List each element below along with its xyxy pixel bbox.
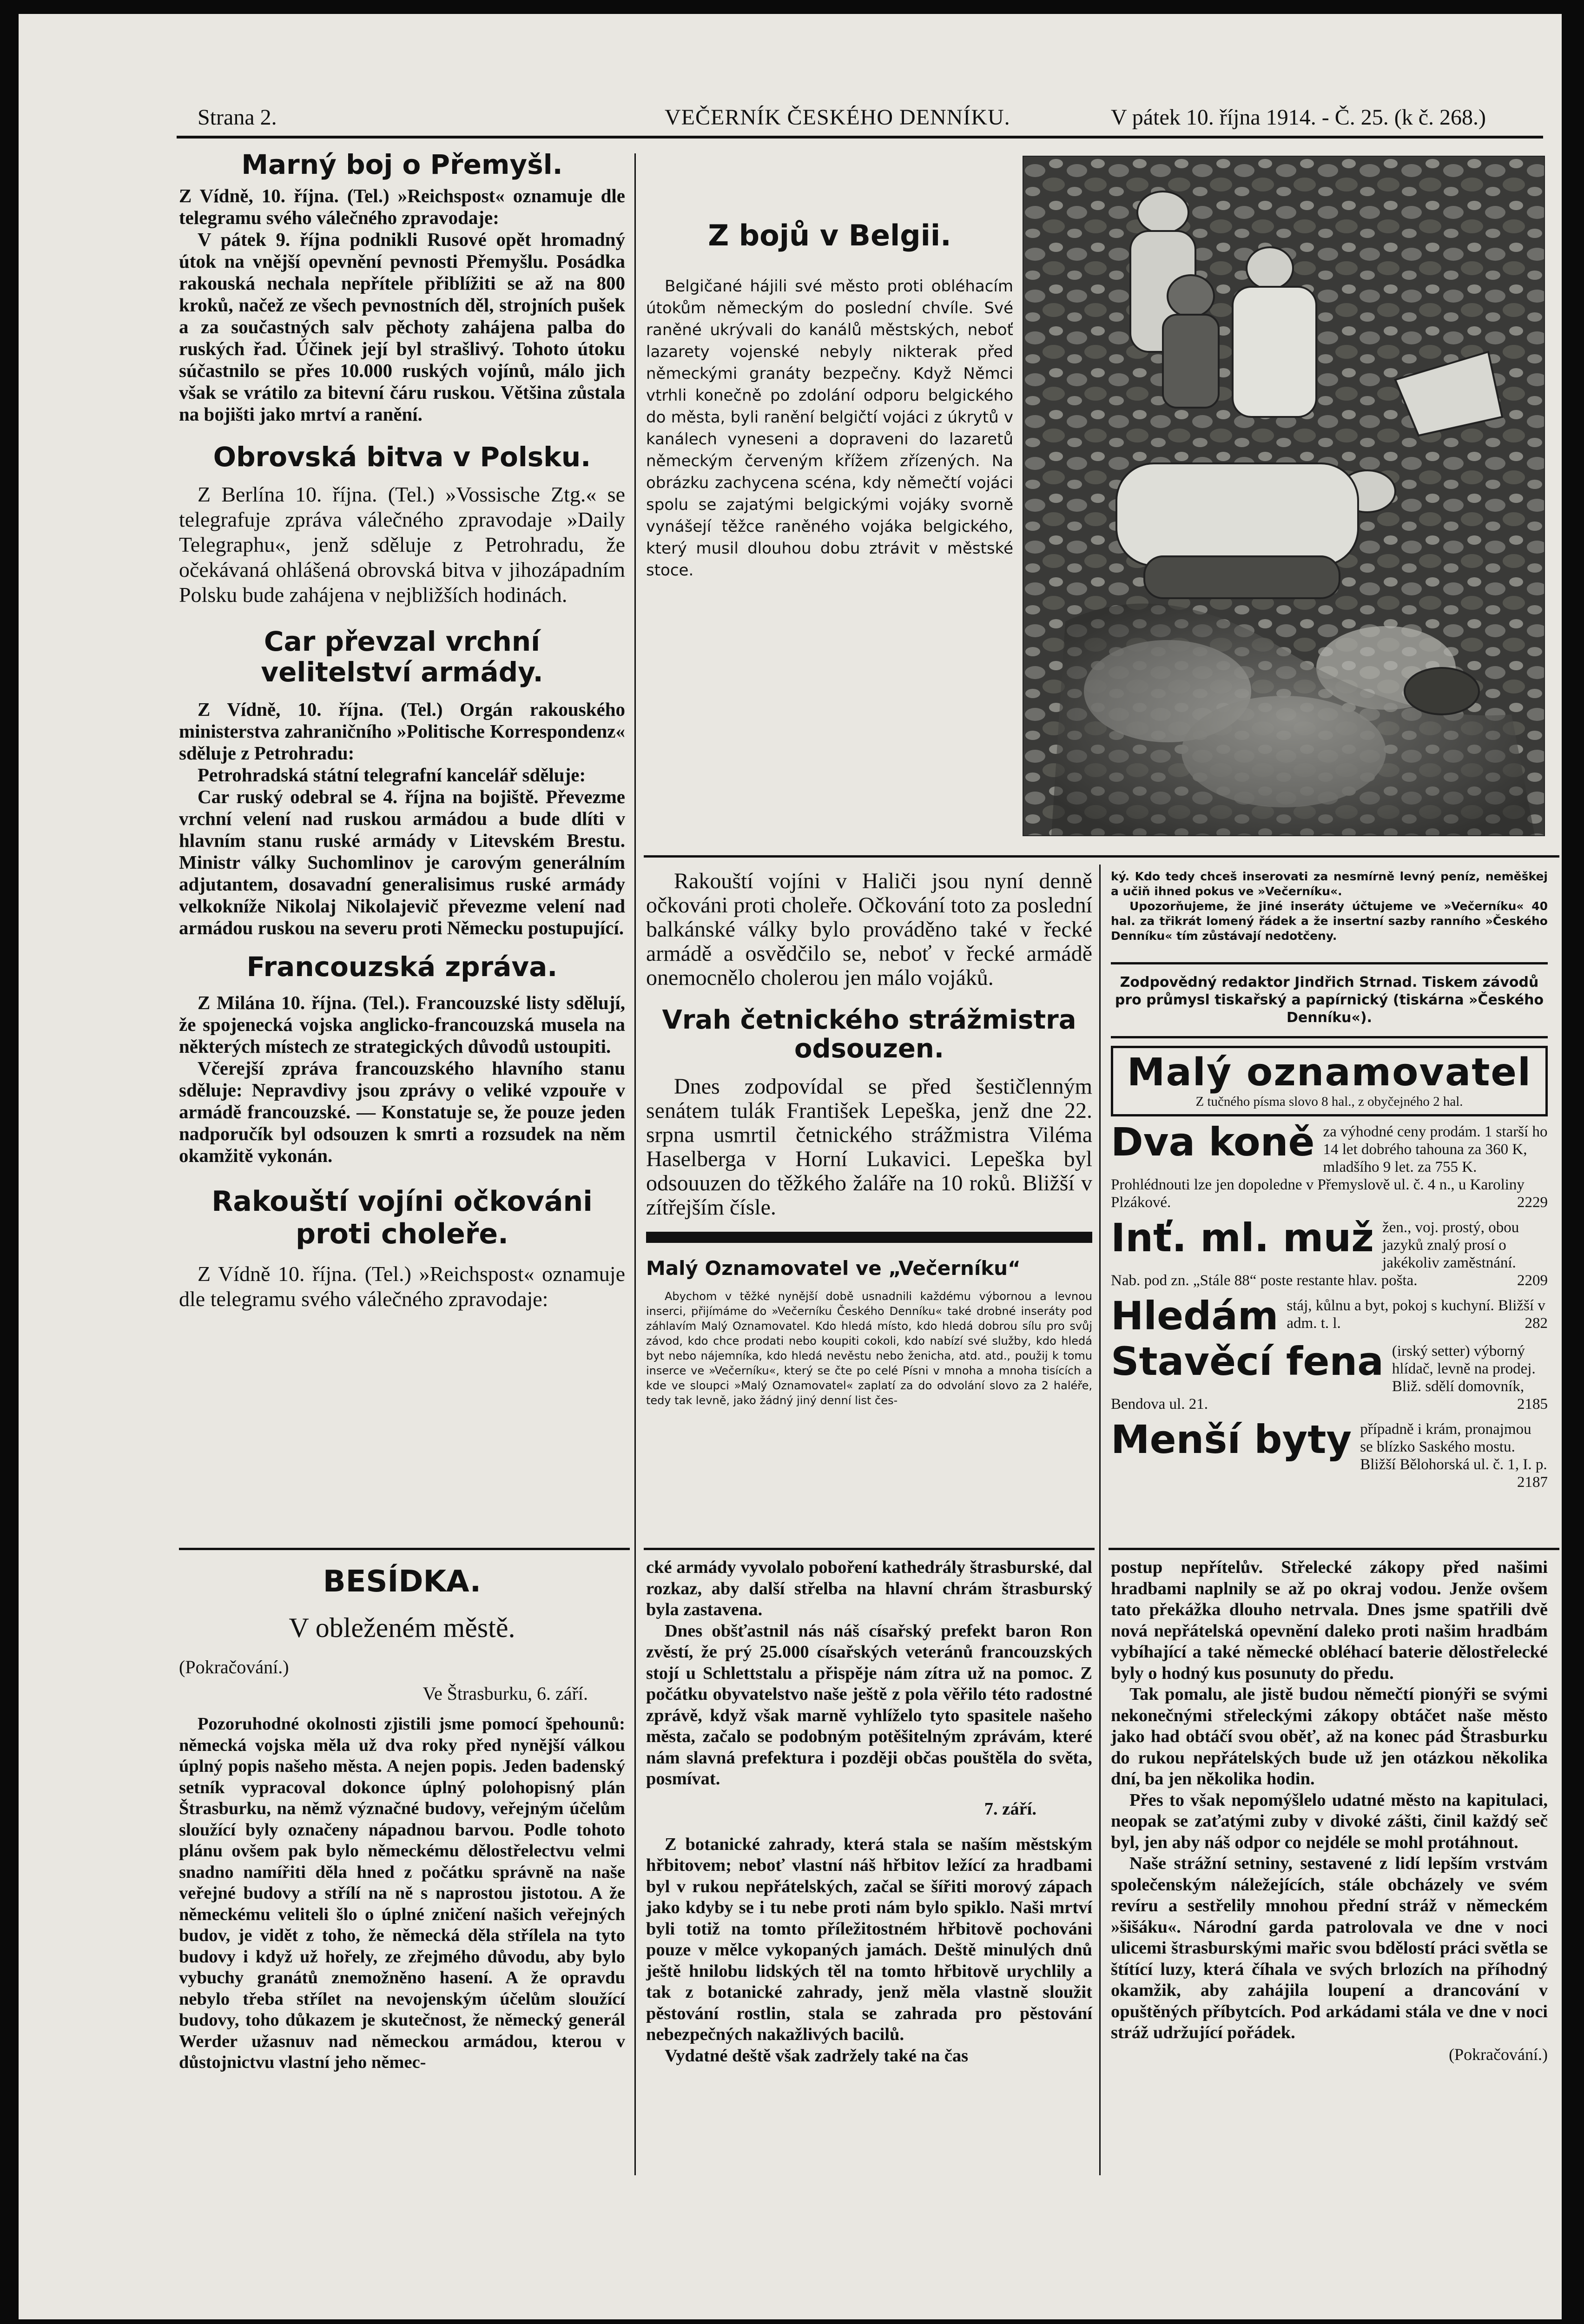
feuilleton-rule — [179, 1548, 630, 1550]
article-text: Z Vídně, 10. října. (Tel.) Orgán rakouského ministerstva zahraničního »Politische Korrespondenz« sděluje z Petrohradu: — [179, 699, 625, 764]
ad-number: 2187 — [1517, 1474, 1548, 1491]
besidka-text: Z botanické zahrady, která stala se naším městským hřbitovem; neboť vlastní náš hřbitov ležící za hradbami byl v rukou nepřátelských, začal se šířiti morový zápach jako kdyby se i tu nebe proti nám bylo spiklo. Naši mrtví byli totiž na tomto příležitostném hřbitově pochováni pouze v mělce vykopaných jamách. Deště minulých dnů ještě hnilobu lidských těl na tomto hřbitově urychlily a tak z botanické zahrady, jenž měla vlastně sloužit pěstování rostlin, stala se zahrada pro pěstování nebezpečných nakažlivých bacilů. — [646, 1834, 1092, 2044]
belgie-caption: Belgičané hájili své město proti obléhacím útokům německým do poslední chvíle. Své raněné ukrývali do kanálů městských, neboť lazarety vojenské nebyly nikterak před německými granáty bezpečny. Když Němci vtrhli konečně po zdolání odporu belgického do města, byli ranění belgičtí vojáci z úkrytů v kanálech vyneseni a dopraveni do lazaretů německým červeným křížem zřízených. Na obrázku zachycena scéna, kdy němečtí vojáci spolu se zajatými belgickými vojáky svorně vynášejí těžce raněného vojáka belgického, který musil dlouhou dobu ztrávit v městské stoce. — [646, 277, 1013, 580]
box-title: Malý oznamovatel — [1127, 1050, 1532, 1095]
ad-text: případně i krám, pronajmou se blízko Saského mostu. Bližší Bělohorská ul. č. 1, I. p. — [1360, 1421, 1547, 1473]
column-1 — [179, 149, 625, 1312]
classified-ad — [1111, 1342, 1548, 1413]
imprint-rule — [1111, 1036, 1548, 1038]
besidka-text: Pozoruhodné okolnosti zjistili jsme pomocí špehounů: německá vojska měla už dva roky před nynější válkou úplný popis našeho města. A nejen popis. Jeden badenský setník vypracoval dokonce úplný polohopisný plán Štrasburku, na němž význačné budovy, veřejným účelům sloužící byly označeny nápadnou barvou. Podle tohoto plánu ovšem pak bylo německému dělostřelectvu velmi snadno namířiti děla hned z počátku správně na naše veřejné budovy a střílí na ně s naprostou jistotou. A že německému veliteli šlo o úplné zničení našich veřejných budov, je vidět z toho, že německá děla střílela na tyto budovy i když už hořely, ze zřejmého důvodu, aby bylo vybuchy granátů znemožněno hasení. A že opravdu nebylo třeba střílet na nevojenským účelům sloužící budovy, toho důkazem je skutečnost, že německý generál Werder užasnuv nad německou armádou, kterou v důstojnictvu vlastní jeho němec- — [179, 1714, 625, 2072]
besidka-text: Naše strážní setniny, sestavené z lidí lepším vrstvám společenským náležejících, stále obcházely ve svém revíru a sestřelily mnohou přední stráž v německém »šišáku«. Národní garda patrolovala ve dne v noci ulicemi štrasburskými mařic svou bdělostí práci světla se štítící luzy, která číhala ve svých brlozích na příhodný okamžik, aby zahájila loupení a drancování v opuštěných příbytcích. Pod arkádami stála ve dne v noci stráž udržující pořádek. — [1111, 1854, 1548, 2042]
column-2 — [646, 869, 1092, 1408]
besidka-text: Tak pomalu, ale jistě budou němečtí pionýři se svými nekonečnými střeleckými zákopy obtáčet naše město jako had obtáčí svou oběť, až na konec pád Štrasburku do rukou nepřátelských bude už jen otázkou několika dní, ba jen několika hodin. — [1111, 1684, 1548, 1789]
page-number: Strana 2. — [198, 105, 277, 130]
ad-heading: Stavěcí fena — [1111, 1342, 1384, 1384]
classified-ad — [1111, 1420, 1548, 1491]
war-photo — [1023, 156, 1545, 836]
ad-notice: Abychom v těžké nynější době usnadnili každému výbornou a levnou inserci, přijímáme do »Večerníku Českého Denníku« také drobné inseráty pod záhlavím Malý Oznamovatel. Kdo hledá místo, kdo hledá dobrou sílu pro svůj závod, kdo chce prodati nebo koupiti cokoli, kdo nabízí své služby, kdo hledá byt nebo nájemníka, kdo hledá nevěstu nebo ženicha, atd. atd., použij k tomu inserce ve »Večerníku«, který se čte po celé Písni v mnoha a mnoha tisících a kde ve sloupci »Malý Oznamovatel« zaplatí za do odvolání slovo za 2 haléře, tedy tak levně, jako žádný jiný denní list čes- — [646, 1290, 1092, 1407]
article-text: Z Berlína 10. října. (Tel.) »Vossische Ztg.« se telegrafuje zpráva válečného zpravodaje »Daily Telegraphu«, jenž sděluje z Petrohradu, že očekávaná ohlášená obrovská bitva v jihozápadním Polsku bude zahájena v nejbližších hodinách. — [179, 482, 625, 607]
ad-number: 2185 — [1517, 1396, 1548, 1413]
headline-maly-oznamovatel: Malý Oznamovatel ve „Večerníku“ — [646, 1257, 1021, 1280]
column-divider — [634, 153, 636, 2175]
classified-ad — [1111, 1123, 1548, 1211]
besidka-title: V obleženém městě. — [289, 1612, 515, 1643]
belgie-article — [646, 218, 1013, 581]
headline-francie: Francouzská zpráva. — [246, 951, 558, 983]
article-text: Rakouští vojíni v Haliči jsou nyní denně očkováni proti choleře. Očkování toto za poslední balkánské války bylo prováděno také v řecké armádě a osvědčilo se, neboť v řecké armádě onemocnělo cholerou jen málo vojáků. — [646, 869, 1092, 990]
ad-number: 2229 — [1517, 1194, 1548, 1211]
ad-heading: Inť. ml. muž — [1111, 1219, 1374, 1261]
imprint-rule — [1111, 962, 1548, 964]
column-divider — [1099, 865, 1101, 2175]
masthead: VEČERNÍK ČESKÉHO DENNÍKU. — [665, 105, 1010, 130]
article-text: Z Milána 10. října. (Tel.). Francouzské listy sdělují, že spojenecká vojska anglicko-francouzská musela na některých místech ze strategických důvodů ustoupiti. — [179, 992, 625, 1057]
article-text: Dnes zodpovídal se před šestičlenným senátem tulák František Lepeška, jenž dne 22. srpna usmrtil četnického strážmistra Viléma Haselberga v Horní Lukavici. Lepeška byl odsouuzen do těžkého žaláře na 10 roků. Bližší v zítřejším čísle. — [646, 1074, 1092, 1220]
besidka-col-3 — [1111, 1557, 1548, 2066]
ad-notice: Upozorňujeme, že jiné inseráty účtujeme ve »Večerníku« 40 hal. za třikrát lomený řádek a že insertní sazby ranního »Českého Denníku« tím zůstávají nedotčeny. — [1111, 899, 1548, 943]
maly-oznamovatel-box — [1111, 1046, 1548, 1116]
headline-polsko: Obrovská bitva v Polsku. — [213, 441, 591, 473]
article-text: Car ruský odebral se 4. října na bojiště. Převezme vrchní velení nad ruskou armádou a bude dlíti v hlavním stanu ruské armády v Litevském Brestu. Ministr války Suchomlinov je carovým generálním adjutantem, dosavadní generalisimus ruské armády velkokníže Nikolaj Nikolajevič převezme velení nad armádou ruskou na severu proti Německu postupující. — [179, 786, 625, 938]
ad-text: žen., voj. prostý, obou jazyků znalý prosí o jakékoliv zaměstnání. Nab. pod zn. „Stále 88“ poste restante hlav. pošta. — [1111, 1219, 1519, 1289]
feuilleton-rule — [644, 1548, 1095, 1550]
classified-ad — [1111, 1297, 1548, 1335]
issue-date: V pátek 10. října 1914. - Č. 25. (k č. 268.) — [1111, 105, 1486, 130]
besidka-col-2 — [646, 1557, 1092, 2067]
besidka-text: Přes to však nepomýšlelo udatné město na kapitulaci, neopak se zaťatými zuby v divoké zášti, činil každý seč byl, jen aby náš odpor co nejdéle se mohl protáhnout. — [1111, 1790, 1548, 1852]
ad-number: 282 — [1525, 1315, 1548, 1332]
headline-car: Car převzal vrchní velitelství armády. — [261, 626, 543, 688]
besidka-text: Dnes obšťastnil nás náš císařský prefekt baron Ron zvěstí, že prý 25.000 císařských veteránů francouzských stojí u Schlettstalu a přispěje nám zítra už na pomoc. Z počátku obyvatelstvo naše ještě z pola věřilo této radostné zprávě, když však marně vyhlíželo tyto spasitele našeho města, začalo se podobným potěšitelným zprávám, které nám slavná prefektura i později občas pouštěla do světa, posmívat. — [646, 1621, 1092, 1789]
article-text: Petrohradská státní telegrafní kancelář sděluje: — [198, 764, 586, 786]
column-3 — [1111, 869, 1548, 1499]
ad-number: 2209 — [1517, 1272, 1548, 1289]
besidka-cont-end: (Pokračování.) — [1449, 2045, 1548, 2064]
feuilleton-rule — [1109, 1548, 1559, 1550]
besidka-date: 7. září. — [984, 1799, 1036, 1819]
ad-text: za výhodné ceny prodám. 1 starší ho 14 let dobrého tahouna za 360 K, mladšího 9 let. za 755 K. Prohlédnouti lze jen dopoledne v Přemyslově ul. č. 4 n., u Karoliny Plzákové. — [1111, 1123, 1548, 1211]
article-text: V pátek 9. října podnikli Rusové opět hromadný útok na vnější opevnění pevnosti Přemyšlu. Posádka rakouská nechala nepřítele přiblížiti se až na 800 kroků, načež ze všech pevnostních děl, strojních pušek a za součastných salv pěchoty zahájena palba do ruských řad. Účinek její byl strašlivý. Tohoto útoku súčastnilo se přes 10.000 ruských vojínů, málo jich však se vrátilo za bitevní čáru ruskou. Většina zůstala na bojišti jako mrtví a ranění. — [179, 229, 625, 425]
headline-vrah: Vrah četnického strážmistra odsouzen. — [662, 1005, 1076, 1064]
ad-heading: Menší byty — [1111, 1420, 1352, 1462]
newspaper-page — [19, 14, 1562, 2319]
besidka-heading: BESÍDKA. — [323, 1565, 482, 1599]
imprint: Zodpovědný redaktor Jindřich Strnad. Tiskem závodů pro průmysl tiskařský a papírnický (tiskárna »Českého Denníku«). — [1115, 974, 1544, 1026]
photo-rule — [644, 855, 1559, 858]
ad-heading: Dva koně — [1111, 1123, 1315, 1165]
article-text: Včerejší zpráva francouzského hlavního stanu sděluje: Nepravdivy jsou zprávy o veliké vzpouře v armádě francouzské. — Konstatuje se, že pouze jeden nadporučík byl odsouzen k smrti a rozsudek na něm okamžitě vykonán. — [179, 1057, 625, 1166]
besidka-cont: (Pokračování.) — [179, 1657, 289, 1677]
headline-premysl: Marný boj o Přemyšl. — [241, 149, 563, 180]
ad-rule — [646, 1232, 1092, 1243]
article-text: Z Vídně 10. října. (Tel.) »Reichspost« oznamuje dle telegramu svého válečného zpravodaje: — [179, 1262, 625, 1311]
header-rule — [177, 136, 1543, 139]
ad-text: stáj, kůlnu a byt, pokoj s kuchyní. Bližší v adm. t. l. — [1287, 1297, 1545, 1332]
ad-heading: Hledám — [1111, 1297, 1279, 1335]
headline-ockovani: Rakouští vojíni očkováni proti choleře. — [211, 1185, 593, 1250]
besidka-text: cké armády vyvolalo poboření kathedrály štrasburské, dal rozkaz, aby další střelba na hlavní chrám štrasburský byla zastavena. — [646, 1558, 1092, 1619]
box-subtitle: Z tučného písma slovo 8 hal., z obyčejného 2 hal. — [1195, 1094, 1463, 1109]
ad-notice: ký. Kdo tedy chceš inserovati za nesmírně levný peníz, neměškej a učiň ihned pokus ve »Večerníku«. — [1111, 870, 1548, 898]
headline-belgie: Z bojů v Belgii. — [708, 218, 951, 252]
besidka-col-1 — [179, 1557, 625, 2073]
besidka-place: Ve Štrasburku, 6. září. — [422, 1683, 588, 1704]
besidka-text: postup nepřítelův. Střelecké zákopy před našimi hradbami naplnily se až po okraj vodou. Jenže ovšem tato překážka dlouho netrvala. Dnes jsme spatřili dvě nová nepřátelská opevnění daleko proti našim hradbám vybíhající a také německé obléhací baterie dělostřelecké byly o hodný kus posunuty do předu. — [1111, 1558, 1548, 1683]
besidka-text: Vydatné deště však zadržely také na čas — [665, 2046, 969, 2066]
classified-ad — [1111, 1219, 1548, 1289]
article-text: Z Vídně, 10. října. (Tel.) »Reichspost« oznamuje dle telegramu svého válečného zpravodaje: — [179, 185, 625, 228]
ad-text: (irský setter) výborný hlídač, levně na prodej. Bliž. sdělí domovník, Bendova ul. 21. — [1111, 1343, 1536, 1413]
soldiers-photo — [1023, 157, 1544, 835]
